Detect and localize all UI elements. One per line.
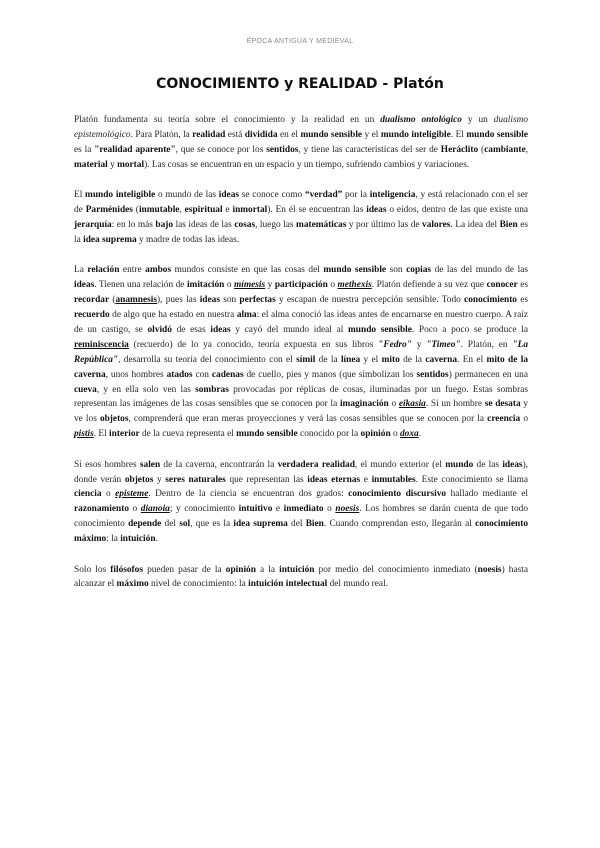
emphasis-term: ideas [218, 190, 240, 201]
emphasis-term: "realidad aparente" [94, 144, 176, 155]
emphasis-term: mundo sensible [323, 265, 387, 276]
emphasis-term: anamnesis [115, 295, 158, 306]
emphasis-term: inmutable [138, 205, 180, 216]
emphasis-term: ideas eternas [307, 474, 361, 485]
paragraph-relacion-mundos: La relación entre ambos mundos consiste en que las cosas del mundo sensible son copias de las del mundo de las ideas. Tienen una relación de imitación o mímesis y participación o methexis. Platón defiende a su vez que conocer es recordar (anamnesis), pues las ideas son perfectas y escapan de nuestra percepción sensible. Todo conocimiento es recuerdo de algo que ha estado en nuestra alma: el alma conoció las ideas antes de encarnarse en nuestro cuerpo. A raíz de un castigo, se olvidó de esas ideas y cayó del mundo ideal al mundo sensible. Poco a poco se produce la reminiscencia (recuerdo) de lo ya conocido, teoría expuesta en sus libros "Fedro" y "Timeo". Platón, en "La República", desarrolla su teoría del conocimiento con el símil de la línea y el mito de la caverna. En el mito de la caverna, unos hombres atados con cadenas de cuello, pies y manos (que simbolizan los sentidos) permanecen en una cueva, y en ella solo ven las sombras provocadas por réplicas de cosas, iluminadas por un fuego. Estas sombras representan las imágenes de las cosas sensibles que se conocen por la imaginación o eikasia. Si un hombre se desata y ve los objetos, comprenderá que eran meras proyecciones y verá las cosas sensibles que se conocen por la creencia o pistis. El interior de la cueva representa el mundo sensible conocido por la opinión o doxa. [74, 265, 529, 440]
emphasis-term: ideas [199, 295, 220, 306]
emphasis-term: mundo inteligible [380, 129, 451, 140]
emphasis-term: dualismo epistemológico [74, 115, 528, 140]
emphasis-term: objetos [99, 414, 129, 425]
emphasis-term: razonamiento [74, 504, 130, 515]
emphasis-term: ciencia [74, 489, 102, 500]
emphasis-term: mortal [117, 159, 145, 170]
emphasis-term: interior [109, 429, 140, 440]
emphasis-term: Heráclito [440, 144, 479, 155]
emphasis-term: objetos [124, 474, 154, 485]
emphasis-term: idea suprema [233, 519, 288, 530]
emphasis-term: alma [236, 309, 257, 320]
emphasis-term: olvidó [147, 324, 172, 335]
document-title: CONOCIMIENTO y REALIDAD - Platón [156, 76, 444, 92]
emphasis-term: intuitivo [238, 504, 273, 515]
emphasis-term: methexis [337, 280, 372, 291]
emphasis-term: mito [381, 354, 400, 365]
emphasis-term: verdadera realidad [277, 459, 355, 470]
emphasis-term: máximo [116, 579, 149, 590]
emphasis-term: línea [340, 354, 361, 365]
emphasis-term: imitación [186, 280, 225, 291]
emphasis-term: cadenas [211, 369, 244, 380]
emphasis-term: cambiante [484, 144, 526, 155]
emphasis-term: doxa [400, 429, 419, 440]
emphasis-term: intuición [279, 564, 315, 575]
paragraph-filosofos: Solo los filósofos pueden pasar de la opinión a la intuición por medio del conocimiento inmediato (noesis) hasta alcanzar el máximo nivel de conocimiento: la intuición intelectual del mundo real. [74, 564, 528, 590]
emphasis-term: eikasia [398, 399, 426, 410]
emphasis-term: Bien [305, 519, 324, 530]
emphasis-term: espiritual [184, 205, 223, 216]
emphasis-term: mundo sensible [466, 129, 529, 140]
emphasis-term: depende [128, 519, 162, 530]
emphasis-term: sentidos [266, 144, 299, 155]
emphasis-term: episteme [115, 489, 149, 500]
emphasis-term: atados [166, 369, 193, 380]
emphasis-term: "La República" [74, 339, 528, 365]
emphasis-term: mundo [445, 459, 474, 470]
emphasis-term: material [74, 159, 108, 170]
emphasis-term: “verdad” [304, 190, 343, 201]
paragraph-mundo-inteligible: El mundo inteligible o mundo de las ideas se conoce como “verdad” por la inteligencia, y está relacionado con el ser de Parménides (inmutable, espiritual e inmortal). En él se encuentran las ideas o eidos, dentro de las que existe una jerarquía: en lo más bajo las ideas de las cosas, luego las matemáticas y por último las de valores. La idea del Bien es la idea suprema y madre de todas las ideas. [74, 190, 529, 245]
emphasis-term: creencia [487, 414, 521, 425]
emphasis-term: reminiscencia [74, 339, 129, 350]
emphasis-term: símil [296, 354, 316, 365]
emphasis-term: realidad [192, 129, 226, 140]
emphasis-term: mundo sensible [300, 129, 363, 140]
emphasis-term: relación [87, 265, 120, 276]
emphasis-term: Parménides [85, 205, 133, 216]
emphasis-term: ideas [502, 459, 523, 470]
emphasis-term: ideas [74, 280, 95, 291]
document-body [74, 113, 528, 608]
emphasis-term: sol [179, 519, 191, 530]
emphasis-term: ambos [145, 265, 172, 276]
emphasis-term: conocimiento máximo [74, 519, 528, 545]
emphasis-term: participación [274, 280, 328, 291]
emphasis-term: noesis [477, 564, 502, 575]
page-header: ÉPOCA ANTIGUA Y MEDIEVAL [246, 38, 354, 45]
emphasis-term: imaginación [339, 399, 389, 410]
emphasis-term: se desata [484, 399, 521, 410]
emphasis-term: ideas [210, 324, 231, 335]
emphasis-term: mundo inteligible [85, 190, 156, 201]
emphasis-term: mímesis [234, 280, 266, 291]
emphasis-term: opinión [225, 564, 256, 575]
emphasis-term: perfectas [239, 295, 276, 306]
emphasis-term: ideas [366, 205, 387, 216]
emphasis-term: intuición [120, 534, 156, 545]
emphasis-term: filósofos [110, 564, 143, 575]
emphasis-term: inmutables [371, 474, 416, 485]
emphasis-term: conocimiento [464, 295, 517, 306]
emphasis-term: Bien [499, 219, 518, 230]
emphasis-term: cosas [234, 219, 256, 230]
emphasis-term: intuición intelectual [248, 579, 328, 590]
emphasis-term: sombras [195, 384, 229, 395]
emphasis-term: sentidos [416, 369, 449, 380]
emphasis-term: inmortal [232, 205, 268, 216]
emphasis-term: dianoia [140, 504, 170, 515]
paragraph-dualismo: Platón fundamenta su teoría sobre el conocimiento y la realidad en un dualismo ontológico y un dualismo epistemológico. Para Platón, la realidad está dividida en el mundo sensible y el mundo inteligible. El mundo sensible es la "realidad aparente", que se conoce por los sentidos, y tiene las características del ser de Heráclito (cambiante, material y mortal). Las cosas se encuentran en un espacio y un tiempo, sufriendo cambios y variaciones. [74, 115, 529, 170]
emphasis-term: dualismo ontológico [380, 115, 462, 125]
emphasis-term: "Fedro" [378, 339, 412, 350]
emphasis-term: inmediato [283, 504, 324, 515]
emphasis-term: dividida [244, 129, 278, 140]
paragraph-salida-caverna: Si esos hombres salen de la caverna, encontrarán la verdadera realidad, el mundo exterior (el mundo de las ideas), donde verán objetos y seres naturales que representan las ideas eternas e inmutables. Este conocimiento se llama ciencia o episteme. Dentro de la ciencia se encuentran dos grados: conocimiento discursivo hallado mediante el razonamiento o dianoia; y conocimiento intuitivo e inmediato o noesis. Los hombres se darán cuenta de que todo conocimiento depende del sol, que es la idea suprema del Bien. Cuando comprendan esto, llegarán al conocimiento máximo: la intuición. [74, 459, 529, 545]
emphasis-term: cueva [74, 384, 97, 395]
emphasis-term: caverna [425, 354, 458, 365]
emphasis-term: conocimiento discursivo [348, 489, 447, 500]
emphasis-term: opinión [360, 429, 391, 440]
emphasis-term: mito de la caverna [74, 354, 528, 380]
emphasis-term: mundo sensible [236, 429, 298, 440]
emphasis-term: "Timeo" [426, 339, 461, 350]
emphasis-term: recordar [74, 295, 110, 306]
emphasis-term: mundo sensible [348, 324, 412, 335]
emphasis-term: matemáticas [296, 219, 347, 230]
emphasis-term: jerarquía [74, 219, 112, 230]
emphasis-term: noesis [335, 504, 360, 515]
emphasis-term: conocer [486, 280, 518, 291]
emphasis-term: valores [422, 219, 451, 230]
emphasis-term: copias [406, 265, 432, 276]
emphasis-term: idea suprema [83, 234, 137, 245]
emphasis-term: seres naturales [165, 474, 226, 485]
emphasis-term: bajo [155, 219, 174, 230]
emphasis-term: salen [139, 459, 161, 470]
emphasis-term: pistis [74, 429, 94, 440]
emphasis-term: recuerdo [74, 309, 110, 320]
emphasis-term: inteligencia [369, 190, 416, 201]
